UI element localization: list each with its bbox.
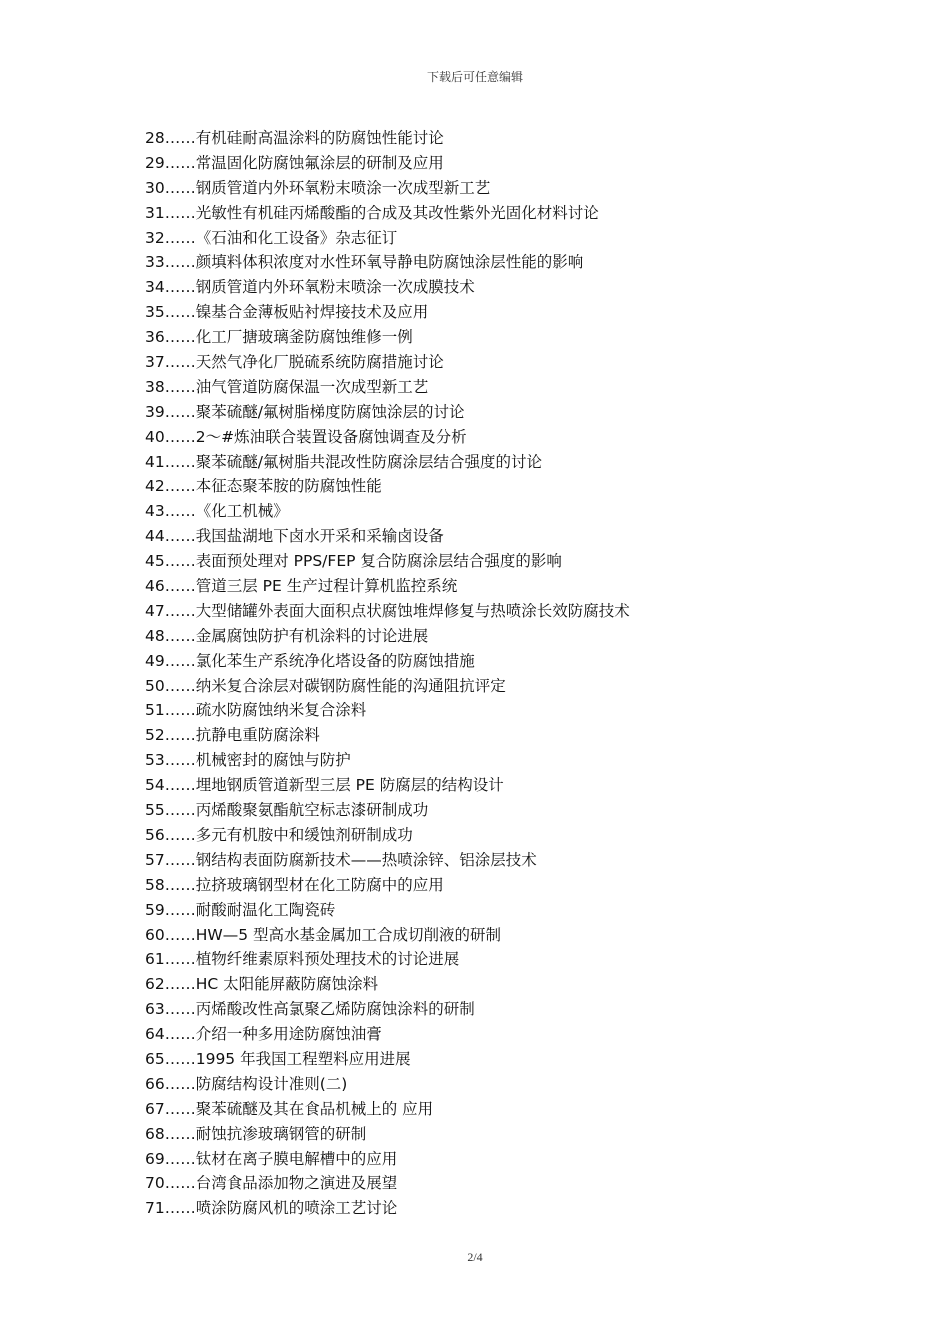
- list-item: 59……耐酸耐温化工陶瓷砖: [145, 900, 336, 919]
- list-item: 41……聚苯硫醚/氟树脂共混改性防腐涂层结合强度的讨论: [145, 452, 542, 471]
- list-item: 29……常温固化防腐蚀氟涂层的研制及应用: [145, 153, 444, 172]
- list-item: 71……喷涂防腐风机的喷涂工艺讨论: [145, 1199, 398, 1218]
- list-item: 45……表面预处理对 PPS/FEP 复合防腐涂层结合强度的影响: [145, 552, 562, 571]
- list-item: 69……钛材在离子膜电解槽中的应用: [145, 1149, 398, 1168]
- list-item: 34……钢质管道内外环氧粉末喷涂一次成膜技术: [145, 278, 475, 297]
- list-item: 35……镍基合金薄板贴衬焊接技术及应用: [145, 303, 429, 322]
- list-item: 62……HC 太阳能屏蔽防腐蚀涂料: [145, 975, 379, 994]
- list-item: 65……1995 年我国工程塑料应用进展: [145, 1049, 411, 1068]
- list-item: 61……植物纤维素原料预处理技术的讨论进展: [145, 950, 460, 969]
- list-item: 42……本征态聚苯胺的防腐蚀性能: [145, 477, 382, 496]
- list-item: 60……HW—5 型高水基金属加工合成切削液的研制: [145, 925, 501, 944]
- list-item: 56……多元有机胺中和缓蚀剂研制成功: [145, 825, 413, 844]
- list-item: 47……大型储罐外表面大面积点状腐蚀堆焊修复与热喷涂长效防腐技术: [145, 601, 630, 620]
- list-item: 31……光敏性有机硅丙烯酸酯的合成及其改性紫外光固化材料讨论: [145, 203, 599, 222]
- list-item: 30……钢质管道内外环氧粉末喷涂一次成型新工艺: [145, 178, 491, 197]
- list-item: 52……抗静电重防腐涂料: [145, 726, 320, 745]
- list-item: 70……台湾食品添加物之演进及展望: [145, 1174, 398, 1193]
- list-item: 39……聚苯硫醚/氟树脂梯度防腐蚀涂层的讨论: [145, 402, 465, 421]
- list-item: 63……丙烯酸改性高氯聚乙烯防腐蚀涂料的研制: [145, 1000, 475, 1019]
- list-item: 33……颜填料体积浓度对水性环氧导静电防腐蚀涂层性能的影响: [145, 253, 584, 272]
- list-item: 51……疏水防腐蚀纳米复合涂料: [145, 701, 367, 720]
- list-item: 44……我国盐湖地下卤水开采和采输卤设备: [145, 527, 444, 546]
- list-item: 28……有机硅耐高温涂料的防腐蚀性能讨论: [145, 129, 444, 147]
- list-item: 38……油气管道防腐保温一次成型新工艺: [145, 377, 429, 396]
- list-item: 50……纳米复合涂层对碳钢防腐性能的沟通阻抗评定: [145, 676, 506, 695]
- list-item: 66……防腐结构设计准则(二): [145, 1074, 348, 1093]
- list-item: 49……氯化苯生产系统净化塔设备的防腐蚀措施: [145, 651, 475, 670]
- entry-list: [145, 126, 905, 1221]
- list-item: 46……管道三层 PE 生产过程计算机监控系统: [145, 577, 458, 596]
- list-item: 32……《石油和化工设备》杂志征订: [145, 228, 398, 247]
- list-item: 40……2～#炼油联合装置设备腐蚀调查及分析: [145, 427, 467, 446]
- list-item: 53……机械密封的腐蚀与防护: [145, 751, 351, 770]
- list-item: 55……丙烯酸聚氨酯航空标志漆研制成功: [145, 801, 429, 820]
- list-item: 37……天然气净化厂脱硫系统防腐措施讨论: [145, 353, 444, 372]
- list-item: 54……埋地钢质管道新型三层 PE 防腐层的结构设计: [145, 776, 504, 795]
- list-item: 68……耐蚀抗渗玻璃钢管的研制: [145, 1124, 367, 1143]
- list-item: 67……聚苯硫醚及其在食品机械上的 应用: [145, 1099, 434, 1118]
- list-item: 43……《化工机械》: [145, 502, 289, 521]
- list-item: 64……介绍一种多用途防腐蚀油膏: [145, 1025, 382, 1044]
- list-item: 58……拉挤玻璃钢型材在化工防腐中的应用: [145, 875, 444, 894]
- page-number: 2/4: [467, 1250, 483, 1264]
- list-item: 36……化工厂搪玻璃釜防腐蚀维修一例: [145, 328, 413, 347]
- list-item: 48……金属腐蚀防护有机涂料的讨论进展: [145, 626, 429, 645]
- list-item: 57……钢结构表面防腐新技术——热喷涂锌、铝涂层技术: [145, 850, 537, 869]
- page-header: 下载后可任意编辑: [426, 70, 523, 84]
